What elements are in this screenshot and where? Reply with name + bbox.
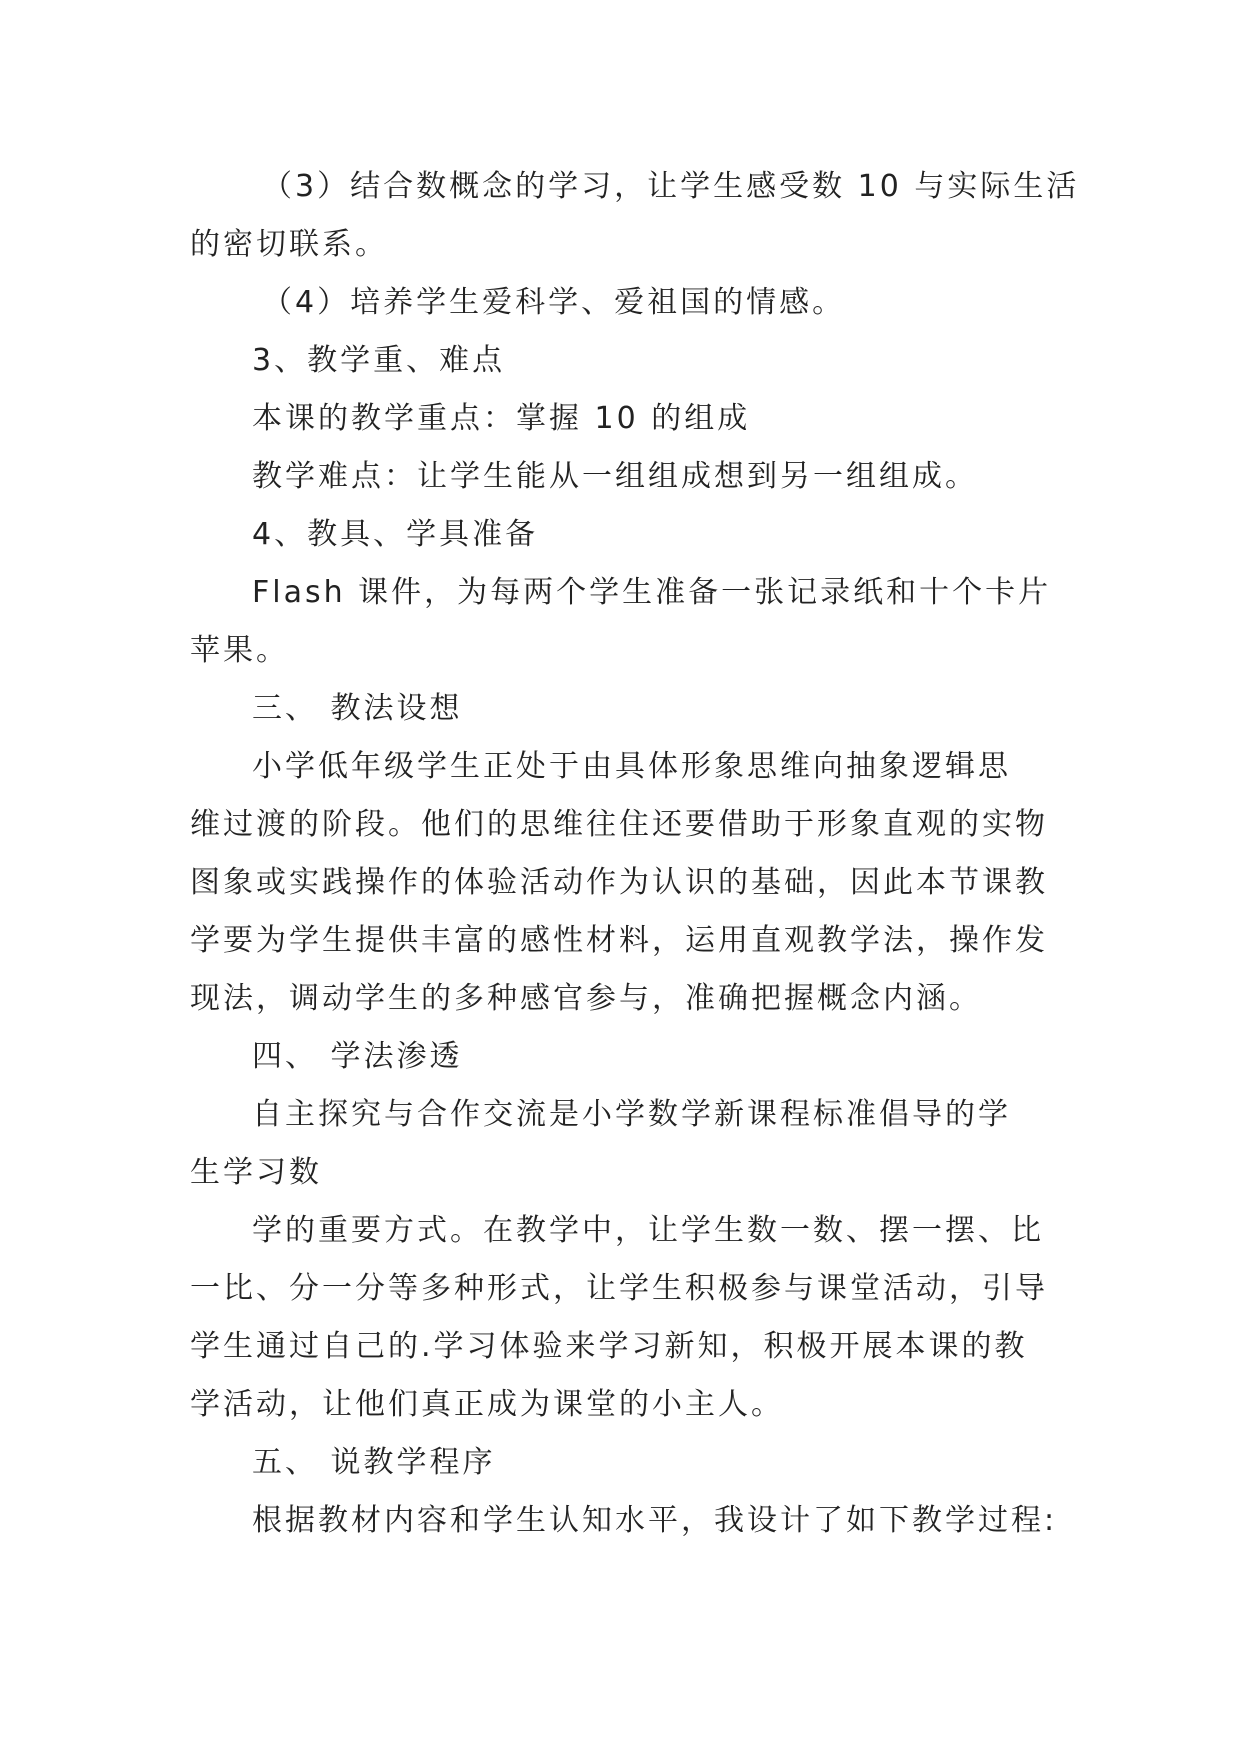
paragraph-line: 教学难点：让学生能从一组组成想到另一组组成。 [252,459,978,494]
paragraph-line: 现法，调动学生的多种感官参与，准确把握概念内涵。 [190,981,982,1016]
paragraph-line: Flash 课件，为每两个学生准备一张记录纸和十个卡片 [252,575,1052,610]
section-heading: 三、 教法设想 [252,691,463,726]
paragraph-line: 的密切联系。 [190,227,388,262]
paragraph-line: 生学习数 [190,1155,322,1190]
paragraph-line: 学生通过自己的.学习体验来学习新知，积极开展本课的教 [190,1329,1028,1364]
paragraph-line: 小学低年级学生正处于由具体形象思维向抽象逻辑思 [252,749,1011,784]
paragraph-line: 一比、分一分等多种形式，让学生积极参与课堂活动，引导 [190,1271,1048,1306]
paragraph-line: 学要为学生提供丰富的感性材料，运用直观教学法，操作发 [190,923,1048,958]
paragraph-line: （3）结合数概念的学习，让学生感受数 10 与实际生活 [262,169,1080,204]
document-body [190,158,1080,1550]
paragraph-line: （4）培养学生爱科学、爱祖国的情感。 [262,285,846,320]
section-heading: 五、 说教学程序 [252,1445,496,1480]
paragraph-line: 学的重要方式。在教学中，让学生数一数、摆一摆、比 [252,1213,1044,1248]
paragraph-line: 本课的教学重点：掌握 10 的组成 [252,401,751,436]
paragraph-line: 学活动，让他们真正成为课堂的小主人。 [190,1387,784,1422]
section-heading: 四、 学法渗透 [252,1039,463,1074]
paragraph-line: 自主探究与合作交流是小学数学新课程标准倡导的学 [252,1097,1011,1132]
paragraph-line: 维过渡的阶段。他们的思维往住还要借助于形象直观的实物 [190,807,1048,842]
section-heading: 3、教学重、难点 [252,343,506,378]
paragraph-line: 图象或实践操作的体验活动作为认识的基础，因此本节课教 [190,865,1048,900]
section-heading: 4、教具、学具准备 [252,517,539,552]
paragraph-line: 苹果。 [190,633,289,668]
paragraph-line: 根据教材内容和学生认知水平，我设计了如下教学过程: [252,1503,1058,1538]
